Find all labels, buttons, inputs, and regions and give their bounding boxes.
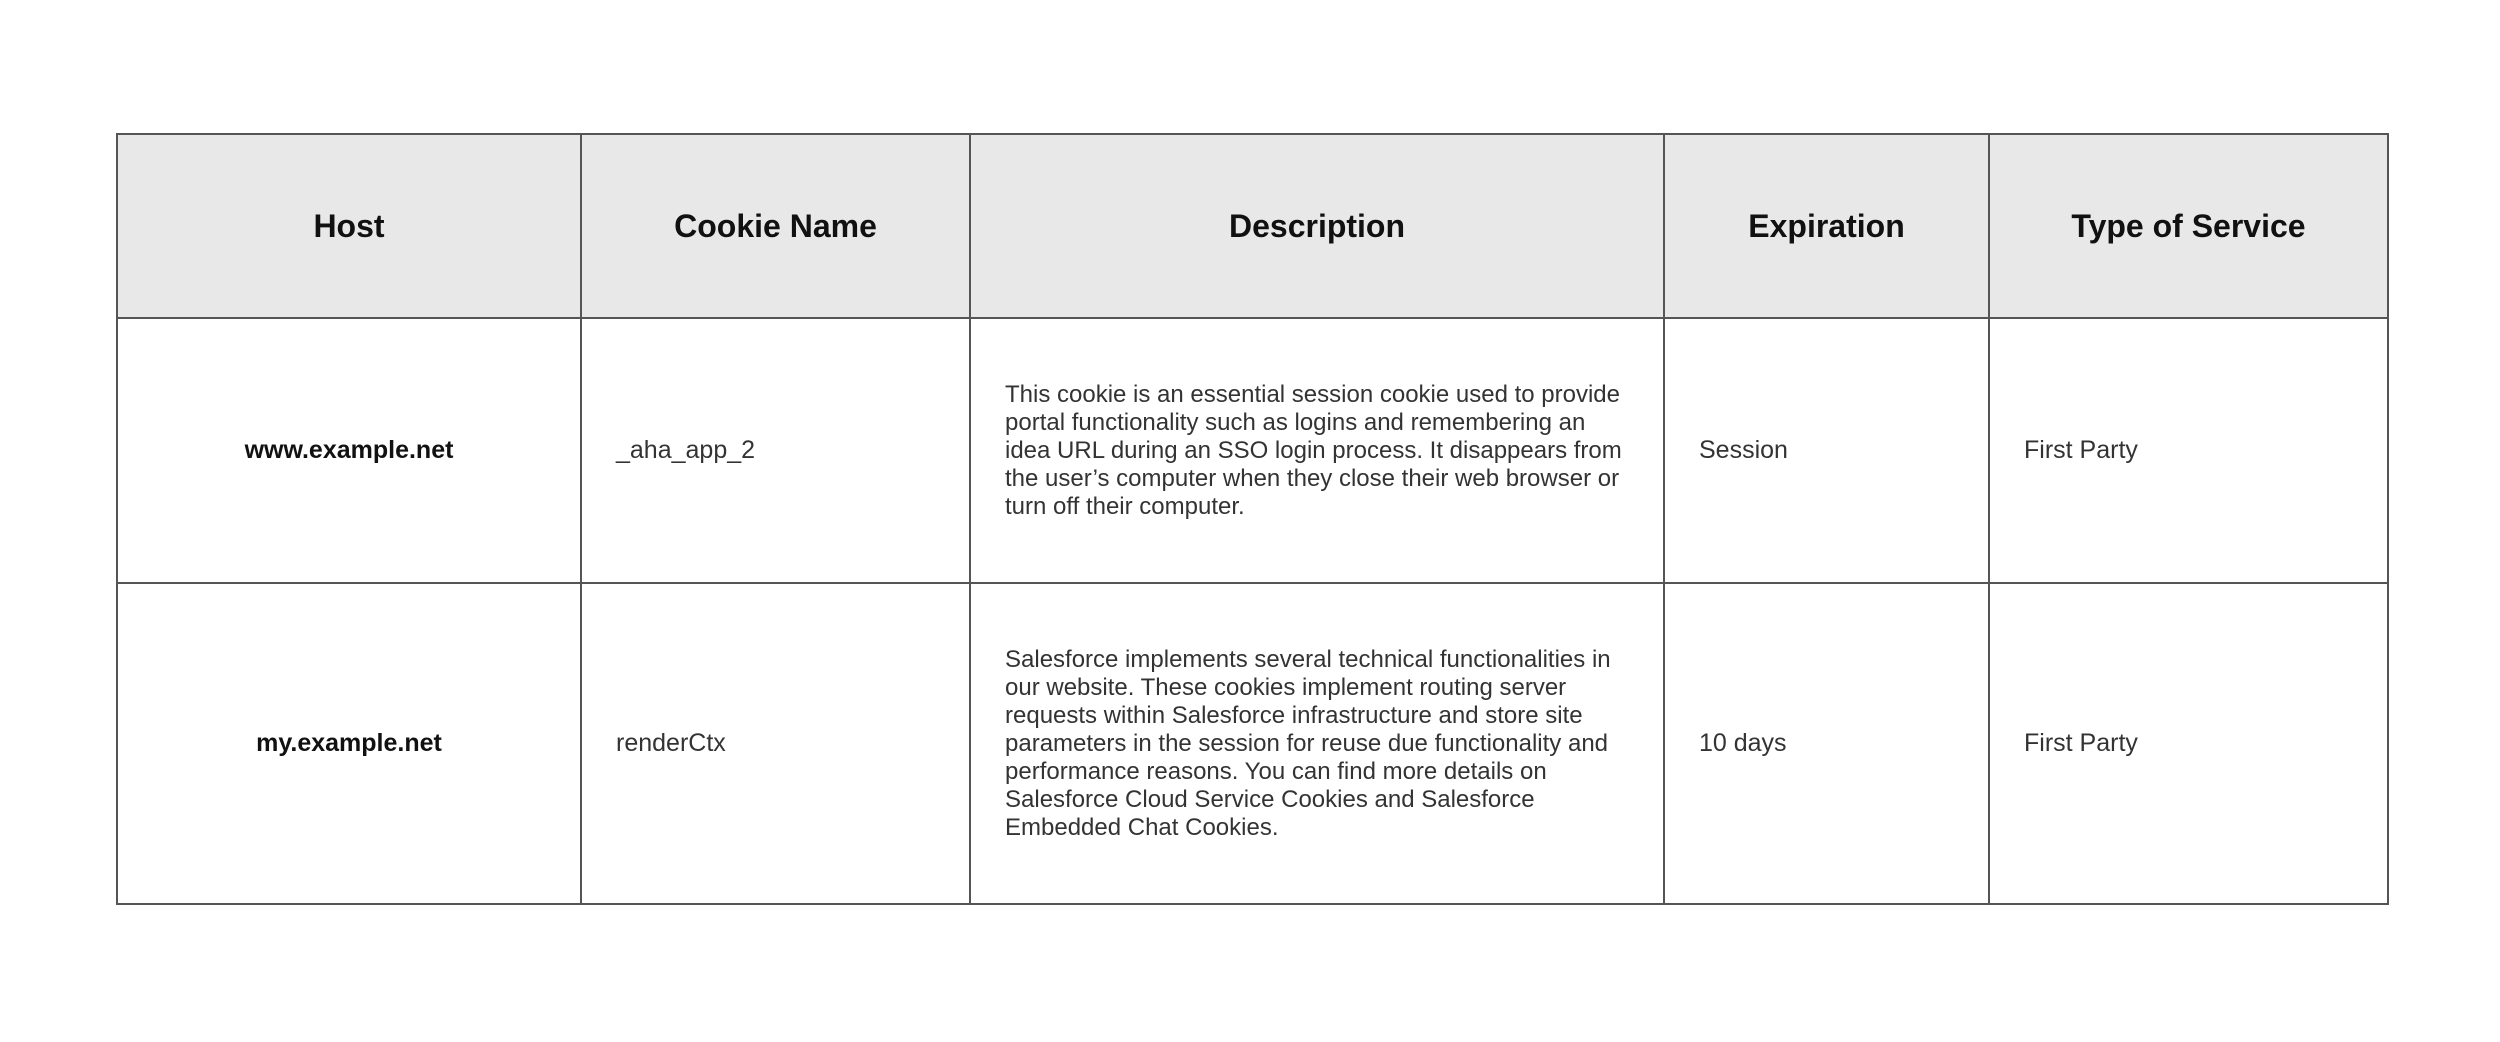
expiration-cell: 10 days (1664, 583, 1989, 904)
table-header (117, 134, 2388, 318)
table-body (117, 318, 2388, 904)
type-of-service-cell: First Party (1989, 318, 2388, 583)
type-of-service-cell: First Party (1989, 583, 2388, 904)
cookie-name-cell: _aha_app_2 (581, 318, 970, 583)
header-row (117, 134, 2388, 318)
header-description: Description (970, 134, 1664, 318)
host-cell: my.example.net (117, 583, 581, 904)
table-row (117, 583, 2388, 904)
header-type-of-service: Type of Service (1989, 134, 2388, 318)
cookie-name-cell: renderCtx (581, 583, 970, 904)
header-cookie-name: Cookie Name (581, 134, 970, 318)
expiration-cell: Session (1664, 318, 1989, 583)
cookie-table (116, 133, 2389, 905)
description-cell: This cookie is an essential session cookie used to provide portal functionality such as logins and remembering an idea URL during an SSO login process. It disappears from the user’s computer when they close their web browser or turn off their computer. (970, 318, 1664, 583)
description-cell: Salesforce implements several technical functionalities in our website. These cookies implement routing server requests within Salesforce infrastructure and store site parameters in the session for reuse due functionality and performance reasons. You can find more details on Salesforce Cloud Service Cookies and Salesforce Embedded Chat Cookies. (970, 583, 1664, 904)
header-host: Host (117, 134, 581, 318)
host-cell: www.example.net (117, 318, 581, 583)
header-expiration: Expiration (1664, 134, 1989, 318)
table-row (117, 318, 2388, 583)
